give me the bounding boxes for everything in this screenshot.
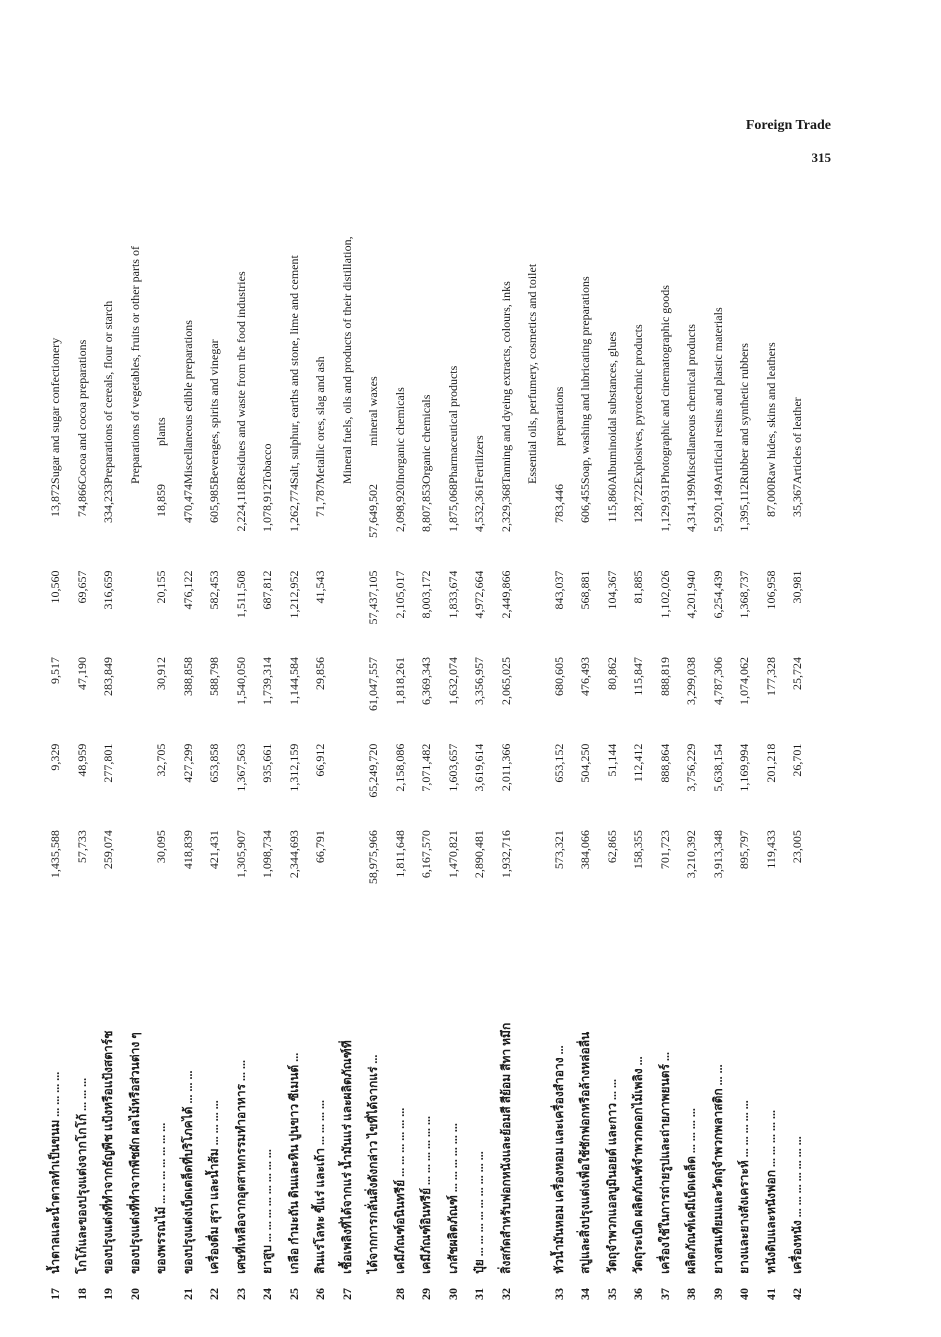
- item-number: 22: [207, 1288, 222, 1300]
- value-cell: [334, 830, 361, 917]
- value-cell: 2,158,086: [392, 743, 407, 792]
- value-cell: 1,367,563: [233, 743, 248, 792]
- value-cell: 687,812: [260, 570, 275, 610]
- value-cell: 3,210,392: [684, 830, 699, 879]
- value-cell: 504,250: [578, 743, 593, 783]
- running-title: Foreign Trade: [745, 118, 831, 133]
- table-row: [625, 170, 652, 1300]
- value-cell: 680,605: [551, 657, 566, 697]
- item-number: 25: [286, 1288, 301, 1300]
- thai-description: สิ่งสกัดสำหรับฟอกหนังและย้อมสี สีย้อม สีทา หมึก: [498, 1022, 513, 1274]
- value-cell: 10,560: [48, 570, 63, 604]
- value-cell: 568,881: [578, 570, 593, 610]
- value-cell: 74,866: [74, 483, 89, 517]
- item-number: 33: [551, 1288, 566, 1300]
- thai-description: ของพรรณไม้ ... ... ... ... ... ... ...: [154, 1122, 169, 1274]
- value-cell: 119,433: [763, 830, 778, 869]
- page-number: 315: [811, 150, 831, 165]
- english-description: Inorganic chemicals: [392, 387, 407, 484]
- english-description: Fertilizers: [472, 435, 487, 484]
- value-cell: 1,144,584: [286, 657, 301, 706]
- english-description: Mineral fuels, oils and products of their distillation,: [339, 236, 354, 484]
- thai-description: เครื่องหนัง ... ... ... ... ... ... ...: [790, 1136, 805, 1274]
- english-description: Explosives, pyrotechnic products: [631, 324, 646, 484]
- value-cell: 5,638,154: [710, 743, 725, 792]
- value-cell: 2,890,481: [472, 830, 487, 879]
- value-cell: 3,756,229: [684, 743, 699, 792]
- value-cell: [122, 830, 149, 917]
- value-cell: 783,446: [551, 483, 566, 523]
- thai-description: หัวน้ำมันหอม เครื่องหอม และเครื่องสำอาง ...: [551, 1045, 566, 1274]
- thai-description: เครื่องดื่ม สุรา และน้ำส้ม ... ... ... ...: [207, 1100, 222, 1274]
- value-cell: 1,540,050: [233, 657, 248, 706]
- value-cell: 80,862: [604, 657, 619, 691]
- table-row: [175, 170, 202, 1300]
- english-description: Essential oils, perfumery, cosmetics and toilet: [525, 263, 540, 484]
- value-cell: 421,431: [207, 830, 222, 870]
- value-cell: 1,435,588: [48, 830, 63, 879]
- value-cell: 4,532,361: [472, 483, 487, 532]
- value-cell: 2,105,017: [392, 570, 407, 619]
- value-cell: 1,739,314: [260, 657, 275, 706]
- value-cell: 1,818,261: [392, 657, 407, 706]
- value-cell: 112,412: [631, 743, 646, 783]
- value-cell: 7,071,482: [419, 743, 434, 792]
- table-row: [122, 170, 149, 1300]
- thai-description: เศษที่เหลือจากอุตสาหกรรมทำอาหาร ... ...: [233, 1059, 248, 1274]
- value-cell: 2,011,366: [498, 743, 513, 792]
- english-description: Sugar and sugar confectionery: [48, 337, 63, 484]
- english-description: Articles of leather: [790, 397, 805, 484]
- value-cell: [519, 571, 546, 658]
- english-description: Albuminoidal substances, glues: [604, 331, 619, 484]
- value-cell: 1,262,774: [286, 483, 301, 532]
- value-cell: 283,849: [101, 657, 116, 697]
- thai-description: เครื่องใช้ในการถ่ายรูปและถ่ายภาพยนตร์ ...: [657, 1051, 672, 1274]
- english-description: Miscellaneous edible preparations: [180, 320, 195, 484]
- value-cell: 128,722: [631, 483, 646, 523]
- table-row: [493, 170, 520, 1300]
- item-number: 24: [260, 1288, 275, 1300]
- value-cell: 606,455: [578, 483, 593, 523]
- value-cell: 5,920,149: [710, 483, 725, 532]
- value-cell: 30,912: [154, 657, 169, 691]
- item-number: 18: [74, 1288, 89, 1300]
- item-number: 32: [498, 1288, 513, 1300]
- value-cell: 1,833,674: [445, 570, 460, 619]
- item-number: 26: [313, 1288, 328, 1300]
- table-row: [572, 170, 599, 1300]
- value-cell: 1,368,737: [737, 570, 752, 619]
- value-cell: 605,985: [207, 483, 222, 523]
- table-row: [228, 170, 255, 1300]
- value-cell: 1,470,821: [445, 830, 460, 879]
- value-cell: 2,065,025: [498, 657, 513, 706]
- item-number: [519, 1274, 546, 1300]
- value-cell: 2,224,118: [233, 483, 248, 532]
- value-cell: 1,098,734: [260, 830, 275, 879]
- english-description: Salt, sulphur, earths and stone, lime and cement: [286, 255, 301, 484]
- value-cell: 582,453: [207, 570, 222, 610]
- value-cell: 29,856: [313, 657, 328, 691]
- value-cell: 259,074: [101, 830, 116, 870]
- trade-table-body: [42, 170, 811, 1300]
- page-header: [746, 118, 831, 166]
- item-number: 29: [419, 1288, 434, 1300]
- value-cell: 1,212,952: [286, 570, 301, 619]
- value-cell: 115,860: [604, 483, 619, 523]
- value-cell: 3,619,614: [472, 743, 487, 792]
- value-cell: [122, 571, 149, 658]
- item-number: 28: [392, 1288, 407, 1300]
- value-cell: 8,003,172: [419, 570, 434, 619]
- thai-description: เชื้อเพลิงที่ได้จากแร่ น้ำมันแร่ และผลิตภัณฑ์ที่: [339, 1040, 354, 1274]
- item-number: 21: [180, 1288, 195, 1300]
- value-cell: [334, 657, 361, 744]
- english-description: Preparations of vegetables, fruits or other parts of: [127, 246, 142, 484]
- english-description: preparations: [551, 386, 566, 446]
- value-cell: 1,169,994: [737, 743, 752, 792]
- value-cell: 9,329: [48, 743, 63, 771]
- thai-description: ปุ๋ย ... ... ... ... ... ... ... ... ...: [472, 1151, 487, 1274]
- item-number: 40: [737, 1288, 752, 1300]
- thai-description: ได้จากการกลั่นสิ่งดังกล่าว ไขที่ได้จากแร่ ...: [366, 1054, 381, 1274]
- value-cell: 653,858: [207, 743, 222, 783]
- value-cell: 61,047,557: [366, 657, 381, 712]
- thai-description: โกโก้และของปรุงแต่งจากโกโก้ ... ... ...: [74, 1077, 89, 1274]
- value-cell: 470,474: [180, 483, 195, 523]
- value-cell: 9,517: [48, 657, 63, 685]
- table-row: [95, 170, 122, 1300]
- value-cell: 888,819: [657, 657, 672, 697]
- thai-description: วัตถุจำพวกแอลบูมินอยด์ และกาว ... ...: [604, 1079, 619, 1274]
- thai-description: ของปรุงแต่งที่ทำจากพืชผัก ผลไม้หรือส่วนต่าง ๆ: [127, 1032, 142, 1274]
- value-cell: 1,811,648: [392, 830, 407, 878]
- value-cell: 13,872: [48, 483, 63, 517]
- value-cell: 201,218: [763, 743, 778, 783]
- english-description: Soap, washing and lubricating preparations: [578, 276, 593, 484]
- thai-description: ยาสูบ ... ... ... ... ... ... ... ...: [260, 1149, 275, 1274]
- value-cell: 18,859: [154, 483, 169, 517]
- value-cell: 3,299,038: [684, 657, 699, 706]
- value-cell: 418,839: [180, 830, 195, 870]
- value-cell: 3,356,957: [472, 657, 487, 706]
- value-cell: 66,791: [313, 830, 328, 864]
- english-description: Tanning and dyeing extracts, colours, inks: [498, 281, 513, 484]
- value-cell: 48,959: [74, 743, 89, 777]
- item-number: 42: [790, 1288, 805, 1300]
- table-row: [281, 170, 308, 1300]
- value-cell: 6,167,570: [419, 830, 434, 879]
- thai-description: เคมีภัณฑ์อินทรีย์ ... ... ... ... ... ...: [419, 1116, 434, 1274]
- value-cell: 1,511,508: [233, 570, 248, 619]
- value-cell: 32,705: [154, 743, 169, 777]
- thai-description: [519, 917, 546, 1274]
- english-description: Beverages, spirits and vinegar: [207, 339, 222, 484]
- item-number: [148, 1274, 175, 1300]
- thai-description: หนังดิบและหนังฟอก ... ... ... ... ...: [763, 1109, 778, 1274]
- table-row: [413, 170, 440, 1300]
- value-cell: 87,000: [763, 483, 778, 517]
- item-number: 38: [684, 1288, 699, 1300]
- value-cell: 1,102,026: [657, 570, 672, 619]
- value-cell: [334, 571, 361, 658]
- thai-description: ของปรุงแต่งที่ทำจากธัญพืช แป้งหรือแป้งสตาร์ช: [101, 1030, 116, 1274]
- value-cell: 1,312,159: [286, 743, 301, 792]
- value-cell: 895,797: [737, 830, 752, 870]
- value-cell: 158,355: [631, 830, 646, 870]
- value-cell: [334, 484, 361, 571]
- value-cell: 4,201,940: [684, 570, 699, 619]
- value-cell: 2,449,866: [498, 570, 513, 619]
- english-description: Rubber and synthetic rubbers: [737, 343, 752, 484]
- english-description: Cocoa and cocoa preparations: [74, 339, 89, 484]
- english-description: Pharmaceutical products: [445, 365, 460, 484]
- value-cell: 1,603,657: [445, 743, 460, 792]
- value-cell: 334,233: [101, 483, 116, 523]
- thai-description: เคมีภัณฑ์อนินทรีย์ ... ... ... ... ... ...: [392, 1107, 407, 1274]
- item-number: [360, 1274, 387, 1300]
- table-row: [334, 170, 361, 1300]
- item-number: 41: [763, 1288, 778, 1300]
- thai-description: เภสัชผลิตภัณฑ์ ... ... ... ... ... ...: [445, 1123, 460, 1274]
- value-cell: [334, 744, 361, 831]
- english-description: Residues and waste from the food industries: [233, 271, 248, 484]
- item-number: 17: [48, 1288, 63, 1300]
- english-description: Metallic ores, slag and ash: [313, 356, 328, 484]
- table-row: [360, 170, 387, 1300]
- value-cell: 1,875,068: [445, 483, 460, 532]
- value-cell: 573,321: [551, 830, 566, 870]
- value-cell: 843,037: [551, 570, 566, 610]
- item-number: 39: [710, 1288, 725, 1300]
- value-cell: 65,249,720: [366, 743, 381, 798]
- english-description: Tobacco: [260, 443, 275, 484]
- value-cell: 1,395,112: [737, 483, 752, 532]
- value-cell: 106,958: [763, 570, 778, 610]
- table-row: [307, 170, 334, 1300]
- value-cell: 66,912: [313, 743, 328, 777]
- english-description: Raw hides, skins and leathers: [763, 342, 778, 484]
- table-row: [758, 170, 785, 1300]
- value-cell: 8,807,853: [419, 483, 434, 532]
- value-cell: 1,932,716: [498, 830, 513, 879]
- value-cell: 4,787,306: [710, 657, 725, 706]
- value-cell: 62,865: [604, 830, 619, 864]
- table-row: [387, 170, 414, 1300]
- thai-description: สินแร่โลหะ ขี้แร่ และเถ้า ... ... ... ...: [313, 1099, 328, 1274]
- value-cell: 177,328: [763, 657, 778, 697]
- value-cell: 51,144: [604, 743, 619, 777]
- value-cell: 701,723: [657, 830, 672, 870]
- value-cell: 888,864: [657, 743, 672, 783]
- value-cell: 26,701: [790, 743, 805, 777]
- thai-description: สบู่และสิ่งปรุงแต่งเพื่อใช้ซักฟอกหรือล้างหล่อลื่น: [578, 1031, 593, 1274]
- table-row: [148, 170, 175, 1300]
- thai-description: เกลือ กำมะถัน ดินและหิน ปูนขาว ซีเมนต์ ...: [286, 1052, 301, 1274]
- rotated-table-wrapper: [42, 170, 902, 1300]
- value-cell: 71,787: [313, 483, 328, 517]
- value-cell: 4,314,199: [684, 483, 699, 532]
- value-cell: [122, 744, 149, 831]
- value-cell: 6,369,343: [419, 657, 434, 706]
- item-number: 20: [127, 1288, 142, 1300]
- thai-description: ยางสนเทียมและวัตถุจำพวกพลาสติก ... ...: [710, 1064, 725, 1274]
- english-description: Preparations of cereals, flour or starch: [101, 300, 116, 484]
- table-row: [705, 170, 732, 1300]
- table-row: [201, 170, 228, 1300]
- value-cell: 57,733: [74, 830, 89, 864]
- value-cell: 2,344,693: [286, 830, 301, 879]
- value-cell: 58,975,966: [366, 830, 381, 885]
- value-cell: [519, 484, 546, 571]
- item-number: 23: [233, 1288, 248, 1300]
- value-cell: 25,724: [790, 657, 805, 691]
- value-cell: [519, 744, 546, 831]
- item-number: 37: [657, 1288, 672, 1300]
- value-cell: 35,367: [790, 483, 805, 517]
- item-number: 36: [631, 1288, 646, 1300]
- english-description: Photographic and cinematographic goods: [657, 285, 672, 484]
- table-row: [440, 170, 467, 1300]
- table-row: [254, 170, 281, 1300]
- value-cell: 57,649,502: [366, 483, 381, 538]
- value-cell: 316,659: [101, 570, 116, 610]
- english-description: Organic chemicals: [419, 394, 434, 484]
- value-cell: 388,858: [180, 657, 195, 697]
- value-cell: 104,367: [604, 570, 619, 610]
- english-description: Artificial resins and plastic materials: [710, 307, 725, 484]
- value-cell: [122, 484, 149, 571]
- thai-description: ผลิตภัณฑ์เคมีเบ็ดเตล็ด ... ... ... ...: [684, 1108, 699, 1274]
- value-cell: 1,632,074: [445, 657, 460, 706]
- value-cell: 1,129,931: [657, 483, 672, 532]
- value-cell: 30,095: [154, 830, 169, 864]
- value-cell: 1,074,062: [737, 657, 752, 706]
- value-cell: 476,122: [180, 570, 195, 610]
- value-cell: 588,798: [207, 657, 222, 697]
- table-row: [466, 170, 493, 1300]
- value-cell: 23,005: [790, 830, 805, 864]
- value-cell: 384,066: [578, 830, 593, 870]
- value-cell: 20,155: [154, 570, 169, 604]
- value-cell: [122, 657, 149, 744]
- value-cell: 41,543: [313, 570, 328, 604]
- table-row: [731, 170, 758, 1300]
- table-row: [678, 170, 705, 1300]
- item-number: 27: [339, 1288, 354, 1300]
- value-cell: 47,190: [74, 657, 89, 691]
- value-cell: 69,657: [74, 570, 89, 604]
- value-cell: 1,305,907: [233, 830, 248, 879]
- english-description: mineral waxes: [366, 376, 381, 446]
- english-description: plants: [154, 417, 169, 446]
- item-number: 19: [101, 1288, 116, 1300]
- thai-description: ของปรุงแต่งเบ็ดเตล็ดที่บริโภคได้ ... ... ...: [180, 1070, 195, 1274]
- value-cell: 427,299: [180, 743, 195, 783]
- value-cell: 653,152: [551, 743, 566, 783]
- value-cell: 277,801: [101, 743, 116, 783]
- value-cell: 81,885: [631, 570, 646, 604]
- table-row: [546, 170, 573, 1300]
- value-cell: 57,437,105: [366, 570, 381, 625]
- thai-description: ยางและยางสังเคราะห์ ... ... ... ... ...: [737, 1100, 752, 1274]
- table-row: [599, 170, 626, 1300]
- item-number: 35: [604, 1288, 619, 1300]
- value-cell: 2,329,368: [498, 483, 513, 532]
- table-row: [69, 170, 96, 1300]
- value-cell: 115,847: [631, 657, 646, 696]
- trade-table: [42, 170, 811, 1300]
- value-cell: 6,254,439: [710, 570, 725, 619]
- table-row: [652, 170, 679, 1300]
- value-cell: 2,098,920: [392, 483, 407, 532]
- value-cell: 476,493: [578, 657, 593, 697]
- table-row: [784, 170, 811, 1300]
- value-cell: 4,972,664: [472, 570, 487, 619]
- english-description: Miscellaneous chemical products: [684, 324, 699, 484]
- item-number: 34: [578, 1288, 593, 1300]
- value-cell: [519, 657, 546, 744]
- table-row: [519, 170, 546, 1300]
- item-number: 30: [445, 1288, 460, 1300]
- value-cell: 30,981: [790, 570, 805, 604]
- value-cell: [519, 830, 546, 917]
- value-cell: 3,913,348: [710, 830, 725, 879]
- item-number: 31: [472, 1288, 487, 1300]
- value-cell: 935,661: [260, 743, 275, 783]
- value-cell: 1,078,912: [260, 483, 275, 532]
- table-row: [42, 170, 69, 1300]
- thai-description: วัตถุระเบิด ผลิตภัณฑ์จำพวกดอกไม้เพลิง ...: [631, 1056, 646, 1274]
- thai-description: น้ำตาลและน้ำตาลทำเป็นขนม ... ... ... ...: [48, 1071, 63, 1274]
